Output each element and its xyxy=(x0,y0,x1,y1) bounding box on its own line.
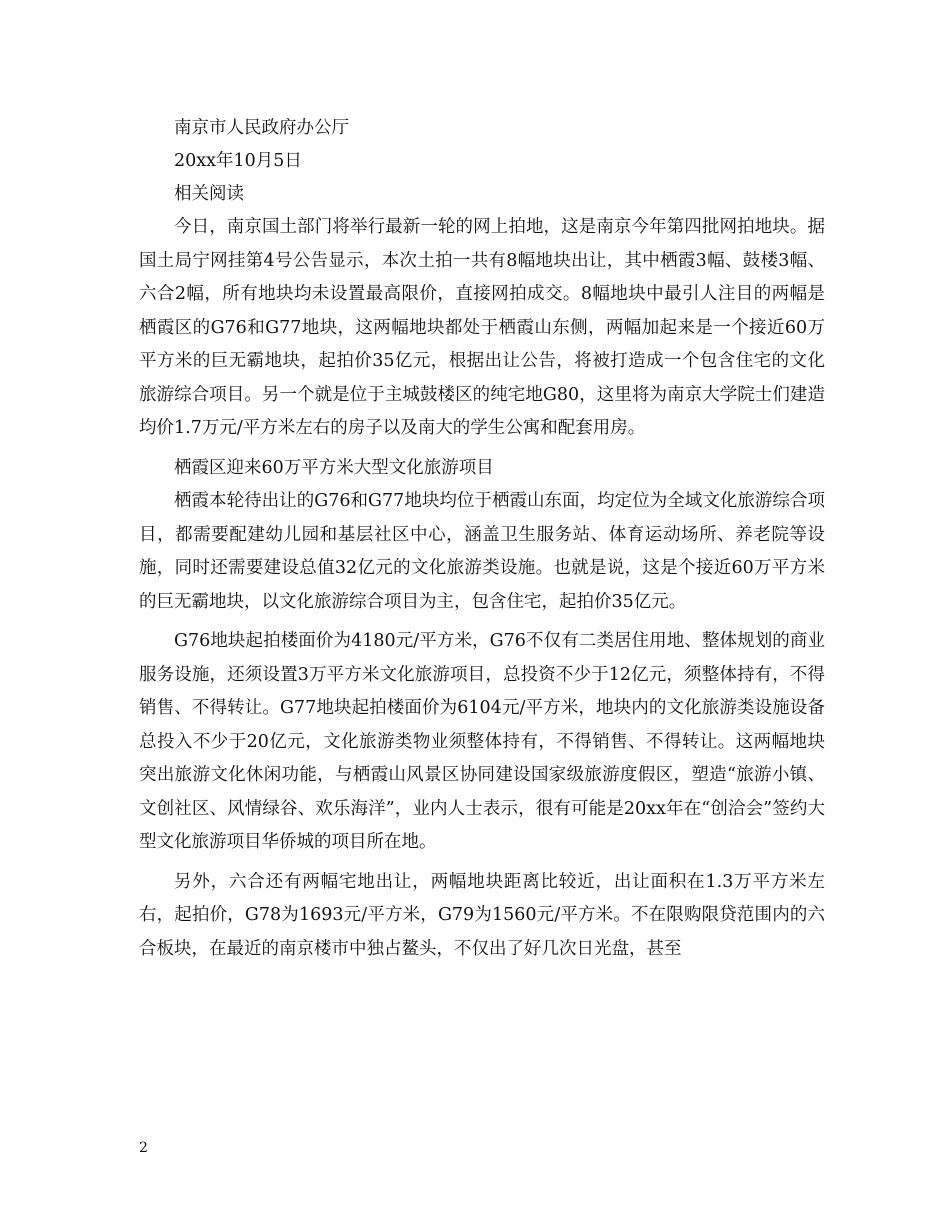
paragraph-intro: 今日，南京国土部门将举行最新一轮的网上拍地，这是南京今年第四批网拍地块。据国土局宁网挂第4号公告显示，本次土拍一共有8幅地块出让，其中栖霞3幅、鼓楼3幅、六合2幅，所有地块均未设置最高限价，直接网拍成交。8幅地块中最引人注目的两幅是栖霞区的G76和G77地块，这两幅地块都处于栖霞山东侧，两幅加起来是一个接近60万平方米的巨无霸地块，起拍价35亿元，根据出让公告，将被打造成一个包含住宅的文化旅游综合项目。另一个就是位于主城鼓楼区的纯宅地G80，这里将为南京大学院士们建造均价1.7万元/平方米左右的房子以及南大的学生公寓和配套用房。 xyxy=(139,217,825,438)
related-reading-heading: 相关阅读 xyxy=(174,184,244,204)
paragraph-qixia: 栖霞本轮待出让的G76和G77地块均位于栖霞山东面，均定位为全域文化旅游综合项目，都需要配建幼儿园和基层社区中心，涵盖卫生服务站、体育运动场所、养老院等设施，同时还需要建设总值32亿元的文化旅游类设施。也就是说，这是个接近60万平方米的巨无霸地块，以文化旅游综合项目为主，包含住宅，起拍价35亿元。 xyxy=(139,491,825,612)
section-heading: 栖霞区迎来60万平方米大型文化旅游项目 xyxy=(174,457,494,478)
issuer-line: 南京市人民政府办公厅 xyxy=(174,118,349,138)
page-number: 2 xyxy=(139,1140,148,1156)
paragraph-g76-g77: G76地块起拍楼面价为4180元/平方米，G76不仅有二类居住用地、整体规划的商业服务设施，还须设置3万平方米文化旅游项目，总投资不少于12亿元，须整体持有，不得销售、不得转让。G77地块起拍楼面价为6104元/平方米，地块内的文化旅游类设施设备总投入不少于20亿元，文化旅游类物业须整体持有，不得销售、不得转让。这两幅地块突出旅游文化休闲功能，与栖霞山风景区协同建设国家级旅游度假区，塑造“旅游小镇、文创社区、风情绿谷、欢乐海洋”，业内人士表示，很有可能是20xx年在“创洽会”签约大型文化旅游项目华侨城的项目所在地。 xyxy=(139,631,825,852)
paragraph-luhe: 另外，六合还有两幅宅地出让，两幅地块距离比较近，出让面积在1.3万平方米左右，起拍价，G78为1693元/平方米，G79为1560元/平方米。不在限购限贷范围内的六合板块，在最近的南京楼市中独占鳌头，不仅出了好几次日光盘，甚至 xyxy=(139,871,825,959)
document-body xyxy=(139,112,825,972)
date-line: 20xx年10月5日 xyxy=(174,151,302,171)
